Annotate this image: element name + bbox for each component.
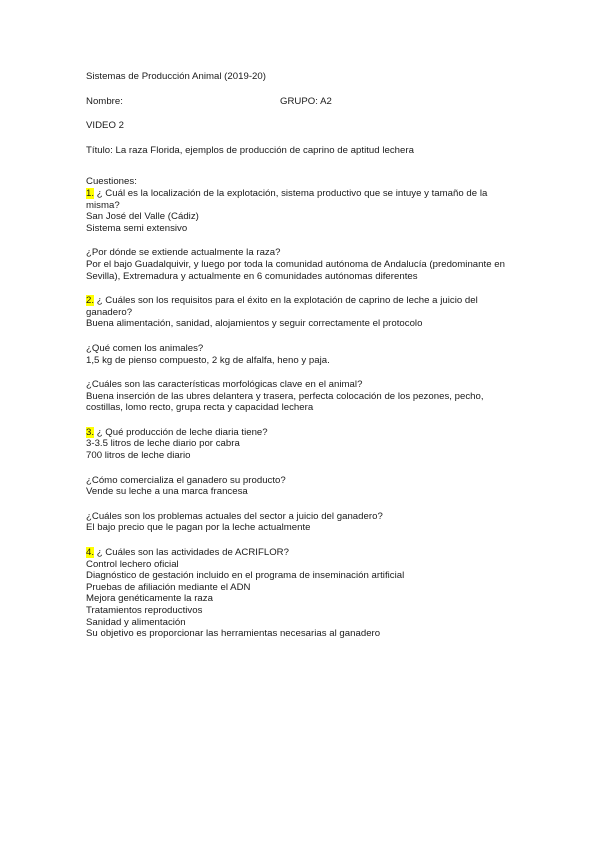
cuestiones-heading: Cuestiones:: [86, 176, 137, 188]
answer-line: 3-3.5 litros de leche diario por cabra: [86, 438, 240, 450]
answer-paragraph: Por el bajo Guadalquivir, y luego por toda la comunidad autónoma de Andalucía (predominante en Sevilla), Extremadura y actualmente en 6 comunidades autónomas diferentes: [86, 258, 505, 282]
question-number: 1.: [86, 187, 95, 199]
question-number: 2.: [86, 295, 95, 307]
video-title: Título: La raza Florida, ejemplos de producción de caprino de aptitud lechera: [86, 144, 414, 156]
question-4: [86, 547, 516, 559]
question-text: ¿ Cuáles son los requisitos para el éxito en la explotación de caprino de leche a juicio del ganadero?: [86, 295, 478, 318]
question-3c: ¿Cuáles son los problemas actuales del sector a juicio del ganadero?: [86, 510, 383, 522]
question-3b: ¿Cómo comercializa el ganadero su producto?: [86, 474, 286, 486]
question-number: 3.: [86, 426, 95, 438]
question-2: [86, 295, 516, 318]
group-label: GRUPO: A2: [280, 95, 332, 107]
answer-line: Control lechero oficial: [86, 558, 179, 570]
answer-line: Su objetivo es proporcionar las herramientas necesarias al ganadero: [86, 628, 381, 640]
answer-line: San José del Valle (Cádiz): [86, 211, 199, 223]
answer-paragraph: Buena inserción de las ubres delantera y trasera, perfecta colocación de los pezones, pecho, costillas, lomo recto, grupa recta y capacidad lechera: [86, 390, 484, 414]
answer-line: Sistema semi extensivo: [86, 222, 188, 234]
question-number: 4.: [86, 547, 95, 559]
question-1b: ¿Por dónde se extiende actualmente la raza?: [86, 247, 281, 259]
answer-line: Diagnóstico de gestación incluido en el programa de inseminación artificial: [86, 570, 405, 582]
answer-line: 1,5 kg de pienso compuesto, 2 kg de alfalfa, heno y paja.: [86, 354, 330, 366]
name-group-line: [86, 96, 516, 108]
answer-line: Sanidad y alimentación: [86, 616, 186, 628]
question-1: [86, 188, 516, 211]
name-label: Nombre:: [86, 95, 123, 107]
video-label: VIDEO 2: [86, 120, 124, 132]
question-text: ¿ Cuáles son las actividades de ACRIFLOR?: [94, 547, 289, 559]
answer-line: Tratamientos reproductivos: [86, 605, 203, 616]
question-2b: ¿Qué comen los animales?: [86, 342, 204, 354]
document-body: [86, 71, 516, 640]
answer-line: Pruebas de afiliación mediante el ADN: [86, 581, 251, 593]
answer-line: 700 litros de leche diario: [86, 450, 191, 462]
question-3: [86, 427, 516, 439]
answer-line: El bajo precio que le pagan por la leche actualmente: [86, 522, 311, 534]
question-text: ¿ Cuál es la localización de la explotación, sistema productivo que se intuye y tamaño de la misma?: [86, 187, 488, 211]
answer-line: Buena alimentación, sanidad, alojamientos y seguir correctamente el protocolo: [86, 318, 423, 330]
question-text: ¿ Qué producción de leche diaria tiene?: [94, 426, 268, 438]
answer-line: Vende su leche a una marca francesa: [86, 486, 248, 498]
course-title: Sistemas de Producción Animal (2019-20): [86, 71, 266, 82]
question-2c: ¿Cuáles son las características morfológicas clave en el animal?: [86, 379, 363, 391]
answer-line: Mejora genéticamente la raza: [86, 593, 213, 605]
